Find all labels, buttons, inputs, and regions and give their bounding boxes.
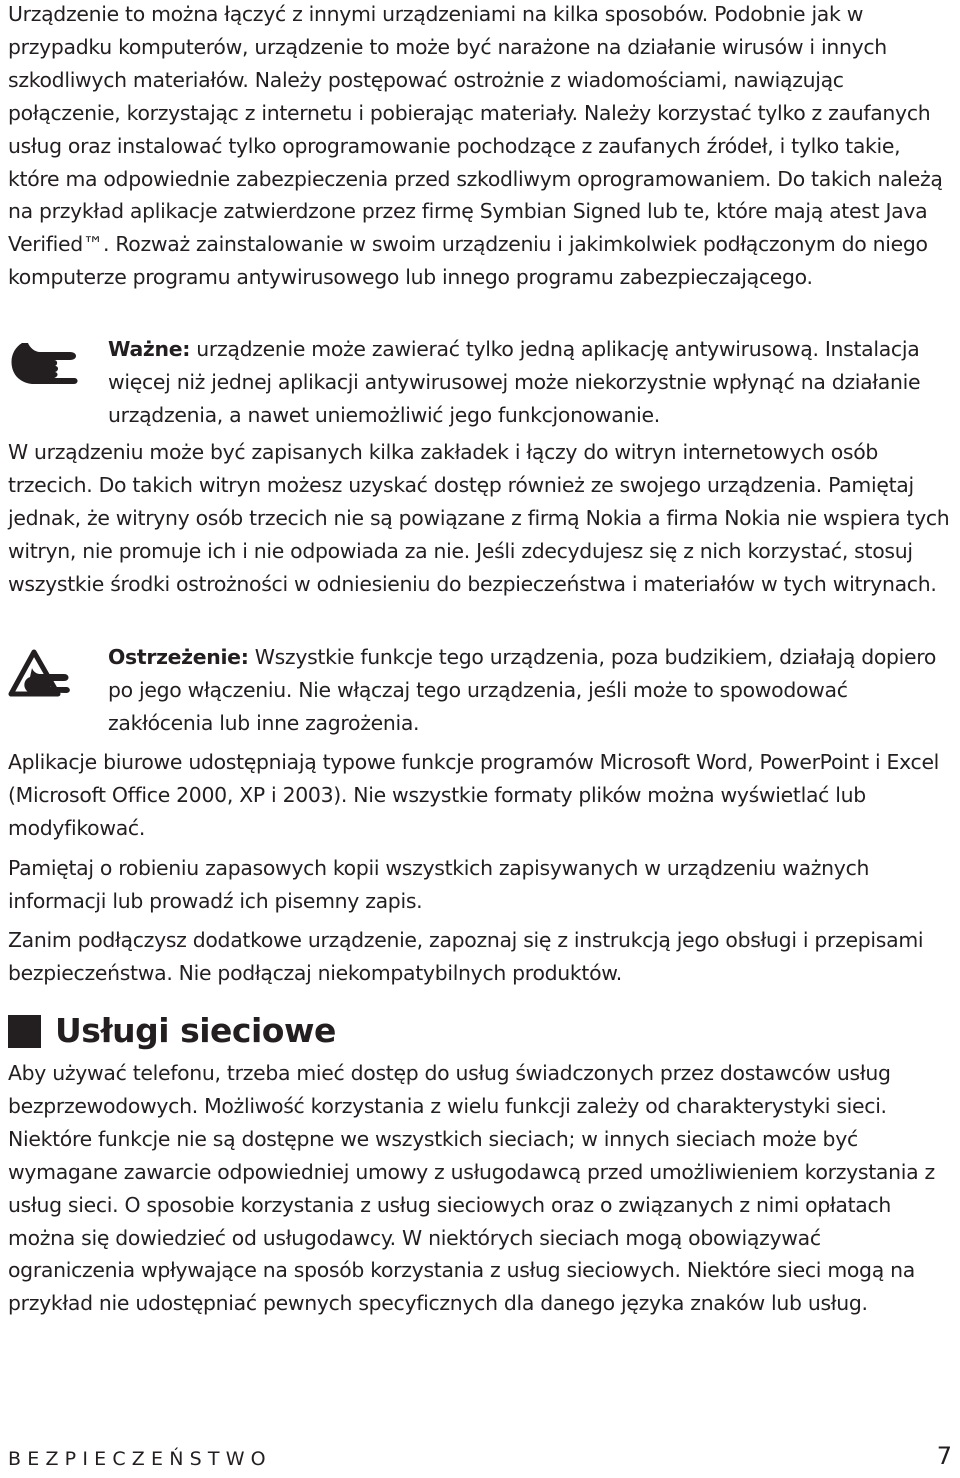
warning-body: Wszystkie funkcje tego urządzenia, poza budzikiem, działają dopiero po jego włączeniu. Nie włączaj tego urządzenia, jeśli może to spowodować zakłócenia lub inne zagrożenia. bbox=[108, 645, 937, 735]
network-services-paragraph: Aby używać telefonu, trzeba mieć dostęp do usług świadczonych przez dostawców usług bezprzewodowych. Możliwość korzystania z wielu funkcji zależy od charakterystyki sieci. Niektóre funkcje nie są dostępne we wszystkich sieciach; w innych sieciach może być wymagane zawarcie odpowiedniej umowy z usługodawcą przed umożliwieniem korzystania z usług sieci. O sposobie korzystania z usług sieciowych oraz o związanych z nimi opłatach można się dowiedzieć od usługodawcy. W niektórych sieciach mogą obowiązywać ograniczenia wpływające na sposób korzystania z usług sieciowych. Niektóre sieci mogą na przykład nie udostępniać pewnych specyficznych dla danego języka znaków lub usług. bbox=[8, 1061, 935, 1316]
intro-paragraph: Urządzenie to można łączyć z innymi urządzeniami na kilka sposobów. Podobnie jak w przypadku komputerów, urządzenie to może być narażone na działanie wirusów i innych szkodliwych materiałów. Należy postępować ostrożnie z wiadomościami, nawiązując połączenie, korzystając z internetu i pobierając materiały. Należy korzystać tylko z zaufanych usług oraz instalować tylko oprogramowanie pochodzące z zaufanych źródeł, i tylko takie, które ma odpowiednie zabezpieczenia przed szkodliwym oprogramowaniem. Do takich należą na przykład aplikacje zatwierdzone przez firmę Symbian Signed lub te, które mają atest Java Verified™. Rozważ zainstalowanie w swoim urządzeniu i jakimkolwiek podłączonym do niego komputerze programu antywirusowego lub innego programu zabezpieczającego. bbox=[8, 2, 943, 290]
warning-note bbox=[8, 641, 953, 741]
pointing-hand-icon bbox=[8, 339, 80, 393]
accessories-paragraph: Zanim podłączysz dodatkowe urządzenie, zapoznaj się z instrukcją jego obsługi i przepisami bezpieczeństwa. Nie podłączaj niekompatybilnych produktów. bbox=[8, 928, 924, 985]
section-heading bbox=[8, 1009, 336, 1053]
warning-note-text bbox=[108, 641, 958, 740]
backup-paragraph: Pamiętaj o robieniu zapasowych kopii wszystkich zapisywanych w urządzeniu ważnych informacji lub prowadź ich pisemny zapis. bbox=[8, 856, 870, 913]
important-label: Ważne: bbox=[108, 337, 191, 361]
section-title: Usługi sieciowe bbox=[55, 1011, 336, 1050]
section-bullet-icon bbox=[8, 1015, 41, 1048]
warning-label: Ostrzeżenie: bbox=[108, 645, 249, 669]
office-apps-paragraph: Aplikacje biurowe udostępniają typowe funkcje programów Microsoft Word, PowerPoint i Excel (Microsoft Office 2000, XP i 2003). Nie wszystkie formaty plików można wyświetlać lub modyfikować. bbox=[8, 750, 940, 840]
important-note-text bbox=[108, 333, 958, 432]
page-footer bbox=[8, 1442, 952, 1478]
important-body: urządzenie może zawierać tylko jedną aplikację antywirusową. Instalacja więcej niż jednej aplikacji antywirusowej może niekorzystnie wpłynąć na działanie urządzenia, a nawet uniemożliwić jego funkcjonowanie. bbox=[108, 337, 921, 427]
page-number: 7 bbox=[936, 1442, 952, 1470]
footer-section-name: BEZPIECZEŃSTWO bbox=[8, 1448, 272, 1470]
third-party-paragraph: W urządzeniu może być zapisanych kilka zakładek i łączy do witryn internetowych osób trzecich. Do takich witryn możesz uzyskać dostęp również ze swojego urządzenia. Pamiętaj jednak, że witryny osób trzecich nie są powiązane z firmą Nokia a firma Nokia nie wspiera tych witryn, nie promuje ich i nie odpowiada za nie. Jeśli zdecydujesz się z nich korzystać, stosuj wszystkie środki ostrożności w odniesieniu do bezpieczeństwa i materiałów w tych witrynach. bbox=[8, 440, 950, 596]
important-note bbox=[8, 333, 953, 433]
warning-hand-icon bbox=[8, 649, 74, 703]
